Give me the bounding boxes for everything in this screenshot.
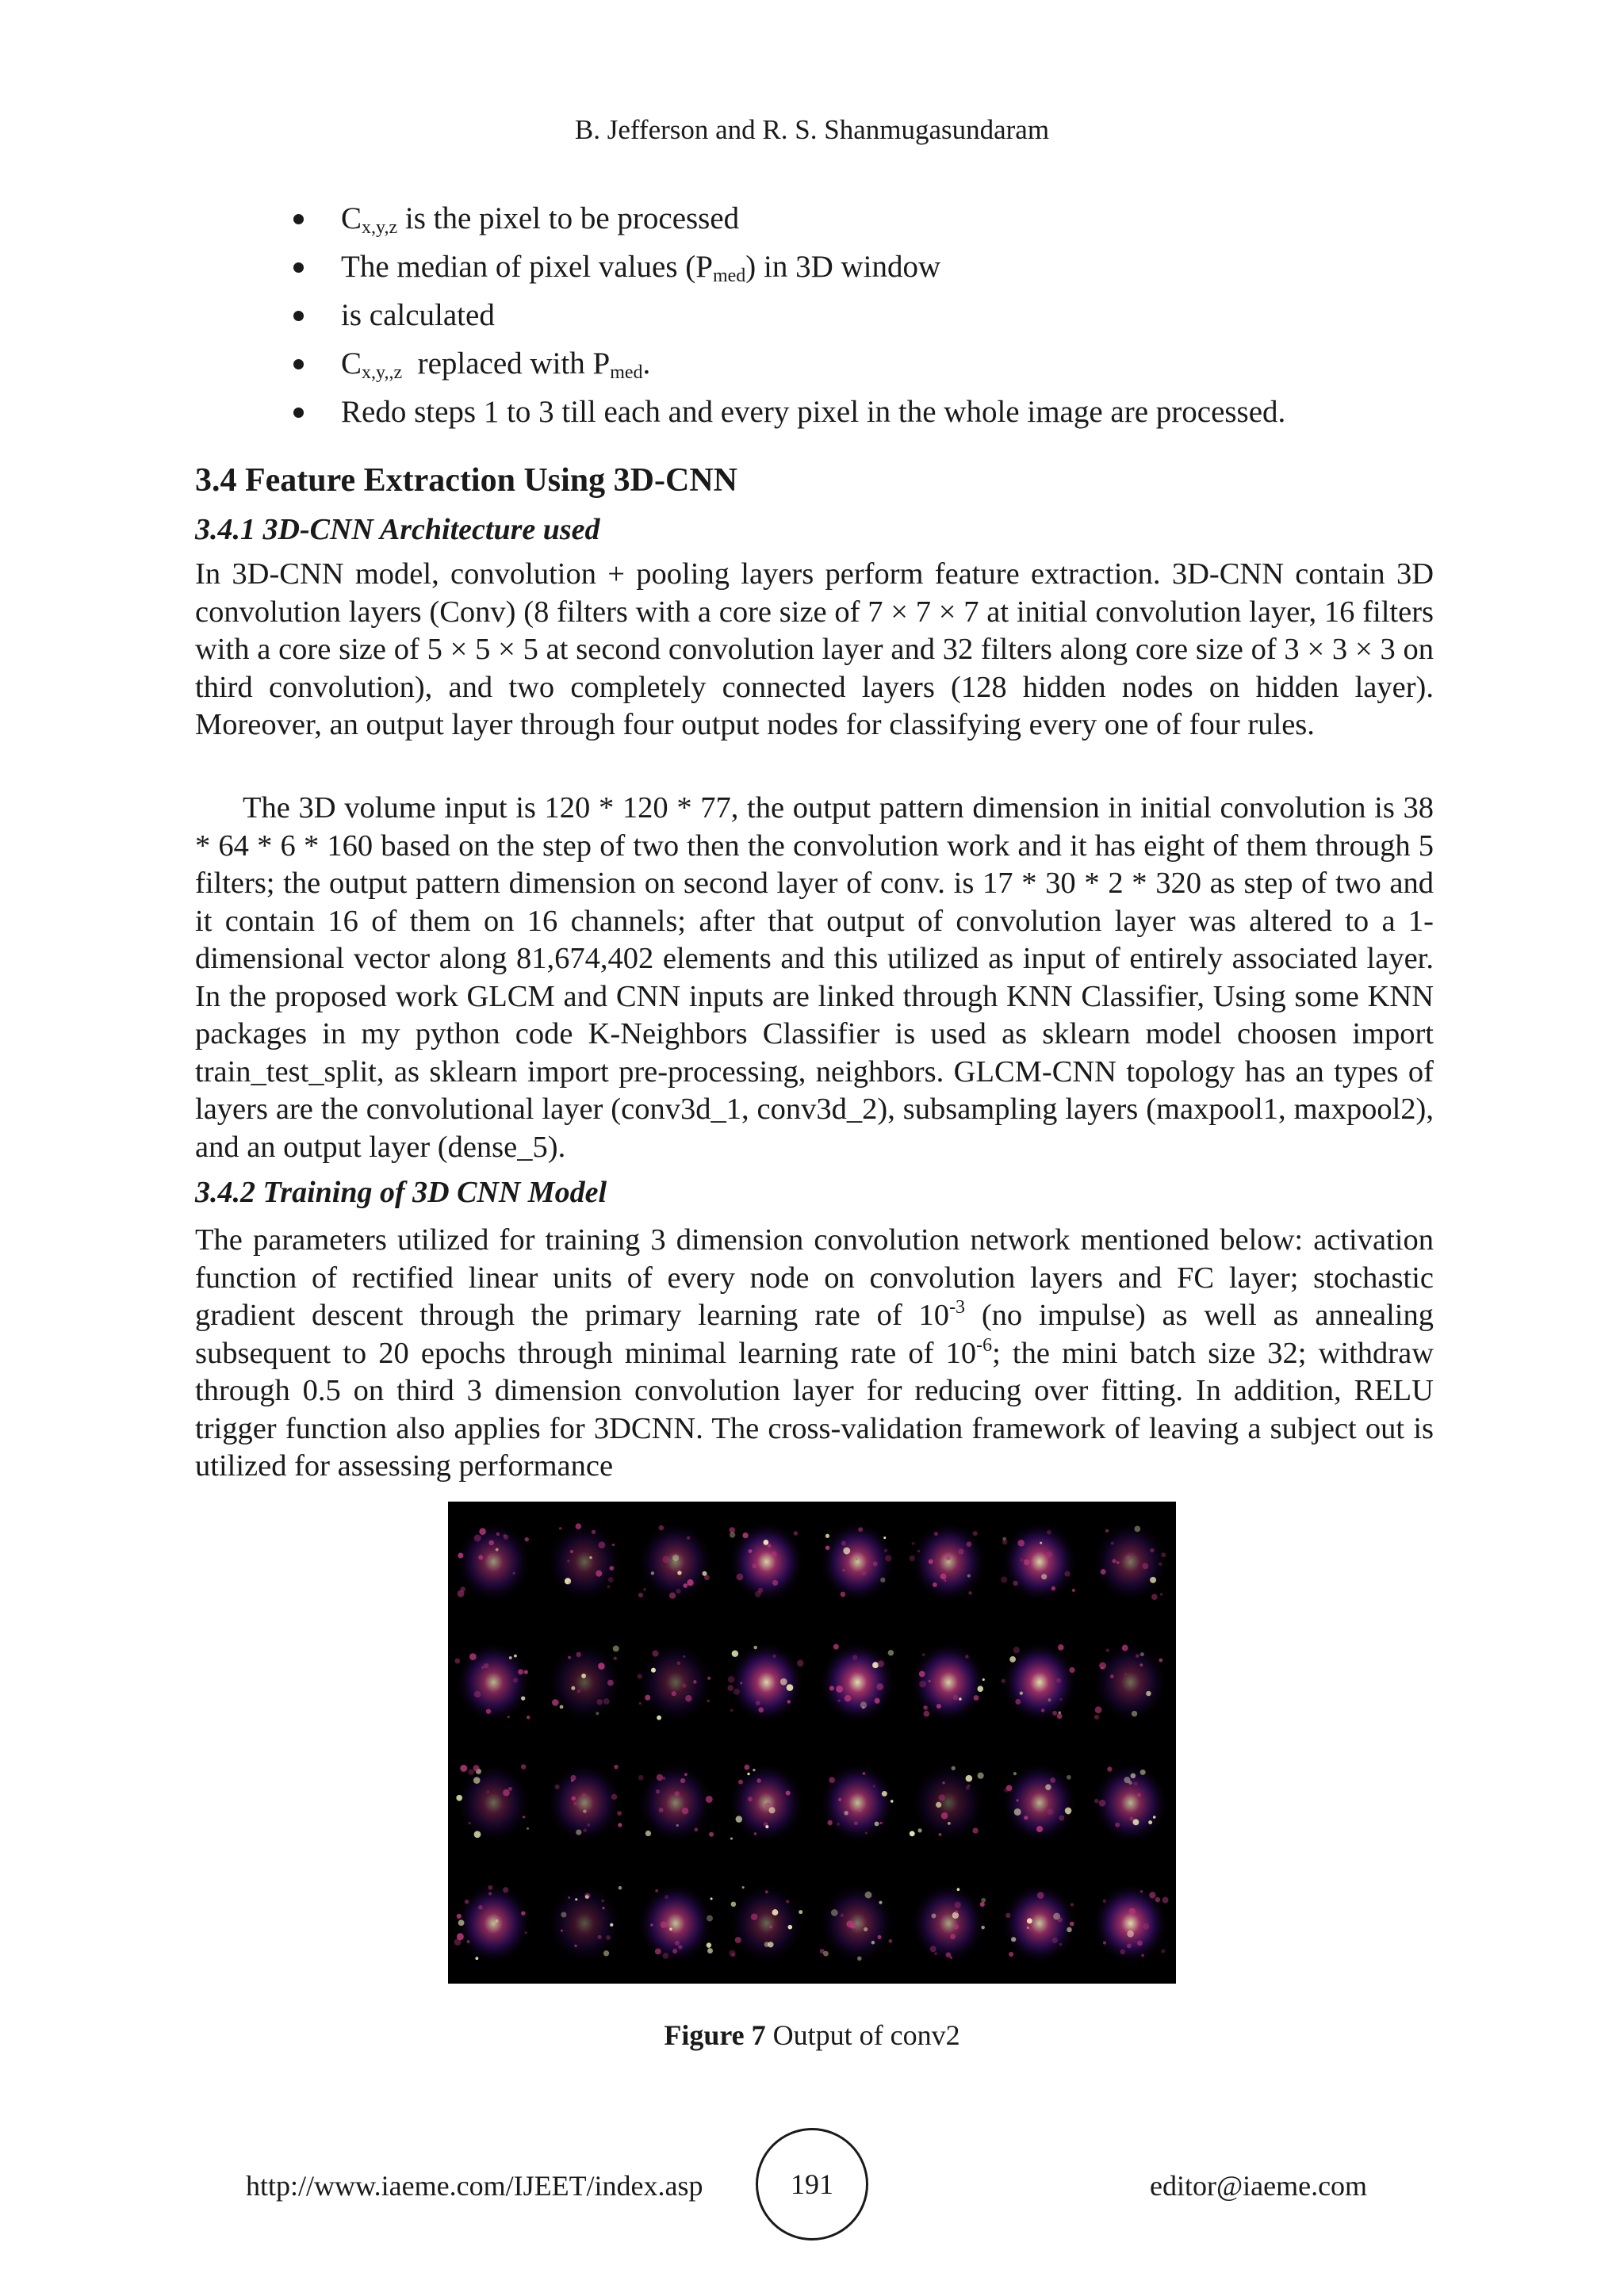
feature-map-tile — [819, 1762, 895, 1843]
feature-map-tile — [546, 1762, 622, 1843]
bullet-item: The median of pixel values $(P_{med})$ in 3D window — [285, 247, 1435, 295]
feature-map-tile — [455, 1762, 531, 1843]
feature-map-tile — [1002, 1641, 1078, 1723]
feature-map-tile — [1001, 1521, 1078, 1602]
feature-map-tile — [910, 1641, 986, 1723]
feature-map-tile — [1002, 1882, 1078, 1964]
bullet-item: is calculated — [285, 295, 1435, 343]
bullet-item: $C_{x,y,,z}$ replaced with $P_{med}$. — [285, 343, 1435, 392]
bullet-icon — [293, 262, 304, 273]
footer-url-link[interactable]: http://www.iaeme.com/IJEET/index.asp — [246, 2170, 703, 2202]
feature-map-tile — [638, 1762, 714, 1843]
bullet-icon — [293, 214, 304, 224]
feature-map-tile — [1002, 1762, 1078, 1843]
feature-map-tile — [910, 1882, 986, 1964]
feature-map-tile — [546, 1521, 622, 1602]
feature-map-tile — [819, 1641, 895, 1723]
feature-map-tile — [455, 1521, 531, 1602]
bullet-list — [285, 198, 1435, 440]
feature-map-tile — [638, 1641, 714, 1723]
subsection-title-architecture: 3.4.1 3D-CNN Architecture used — [195, 513, 600, 546]
bullet-icon — [293, 311, 304, 321]
feature-map-tile — [1092, 1882, 1168, 1964]
feature-map-tile — [728, 1521, 804, 1602]
feature-map-tile — [454, 1641, 531, 1723]
paragraph-architecture: In 3D-CNN model, convolution + pooling layers perform feature extraction. 3D-CNN contain 3D convolution layers (Conv) (8 filters with a core size of 7 × 7 × 7 at initial convolution layer, 16 filters with a core size of 5 × 5 × 5 at second convolution layer and 32 filters along core size of 3 × 3 × 3 on third convolution), and two completely connected layers (128 hidden nodes on hidden layer). Moreover, an output layer through four output nodes for classifying every one of four rules. — [195, 557, 1434, 741]
bullet-icon — [293, 408, 304, 418]
feature-map-figure — [448, 1502, 1176, 1984]
feature-map-tile — [1092, 1762, 1168, 1843]
feature-map-tile — [1092, 1521, 1168, 1602]
feature-map-tile — [910, 1762, 987, 1843]
page-number: 191 — [756, 2128, 868, 2241]
feature-map-tile — [1092, 1641, 1168, 1723]
feature-map-tile — [728, 1762, 804, 1843]
subsection-title-training: 3.4.2 Training of 3D CNN Model — [195, 1176, 607, 1209]
footer-email-link[interactable]: editor@iaeme.com — [1150, 2170, 1368, 2202]
feature-map-tile — [546, 1641, 622, 1723]
feature-map-tile — [819, 1882, 895, 1964]
paragraph-dimensions: The 3D volume input is 120 * 120 * 77, the output pattern dimension in initial convolution is 38 * 64 * 6 * 160 based on the step of two then the convolution work and it has eight of them through 5 filters; the output pattern dimension on second layer of conv. is 17 * 30 * 2 * 320 as step of two and it contain 16 of them on 16 channels; after that output of convolution layer was altered to a 1-dimensional vector along 81,674,402 elements and this utilized as input of entirely associated layer. In the proposed work GLCM and CNN inputs are linked through KNN Classifier, Using some KNN packages in my python code K-Neighbors Classifier is used as sklearn model choosen import train_test_split, as sklearn import pre-processing, neighbors. GLCM-CNN topology has an types of layers are the convolutional layer (conv3d_1, conv3d_2), subsampling layers (maxpool1, maxpool2), and an output layer (dense_5). — [195, 791, 1434, 1164]
feature-map-tile — [728, 1882, 804, 1964]
paragraph-training: The parameters utilized for training 3 dimension convolution network mentioned below: activation function of rectified linear units of every node on convolution layers and FC layer; stochastic gradient descent through the primary learning rate of $10^{-3}$ (no impulse) as well as annealing subsequent to 20 epochs through minimal learning rate of $10^{-6}$; the mini batch size 32; withdraw through 0.5 on third 3 dimension convolution layer for reducing over fitting. In addition, RELU trigger function also applies for 3DCNN. The cross-validation framework of leaving a subject out is utilized for assessing performance — [195, 1223, 1434, 1483]
feature-map-tile — [910, 1521, 987, 1602]
figure-caption: Figure 7 Output of conv2 — [664, 2019, 960, 2051]
bullet-item: $C_{x,y,z}$ is the pixel to be processed — [285, 198, 1435, 247]
running-header: B. Jefferson and R. S. Shanmugasundaram — [574, 114, 1050, 145]
feature-map-tile — [819, 1521, 895, 1602]
feature-map-tile — [727, 1641, 804, 1723]
feature-map-tile — [454, 1882, 532, 1964]
feature-map-tile — [638, 1521, 714, 1602]
feature-map-grid — [448, 1502, 1176, 1984]
feature-map-tile — [546, 1882, 622, 1964]
bullet-icon — [293, 359, 304, 369]
bullet-item: Redo steps 1 to 3 till each and every pixel in the whole image are processed. — [285, 392, 1435, 440]
feature-map-tile — [638, 1882, 714, 1964]
section-title: 3.4 Feature Extraction Using 3D-CNN — [195, 462, 737, 499]
